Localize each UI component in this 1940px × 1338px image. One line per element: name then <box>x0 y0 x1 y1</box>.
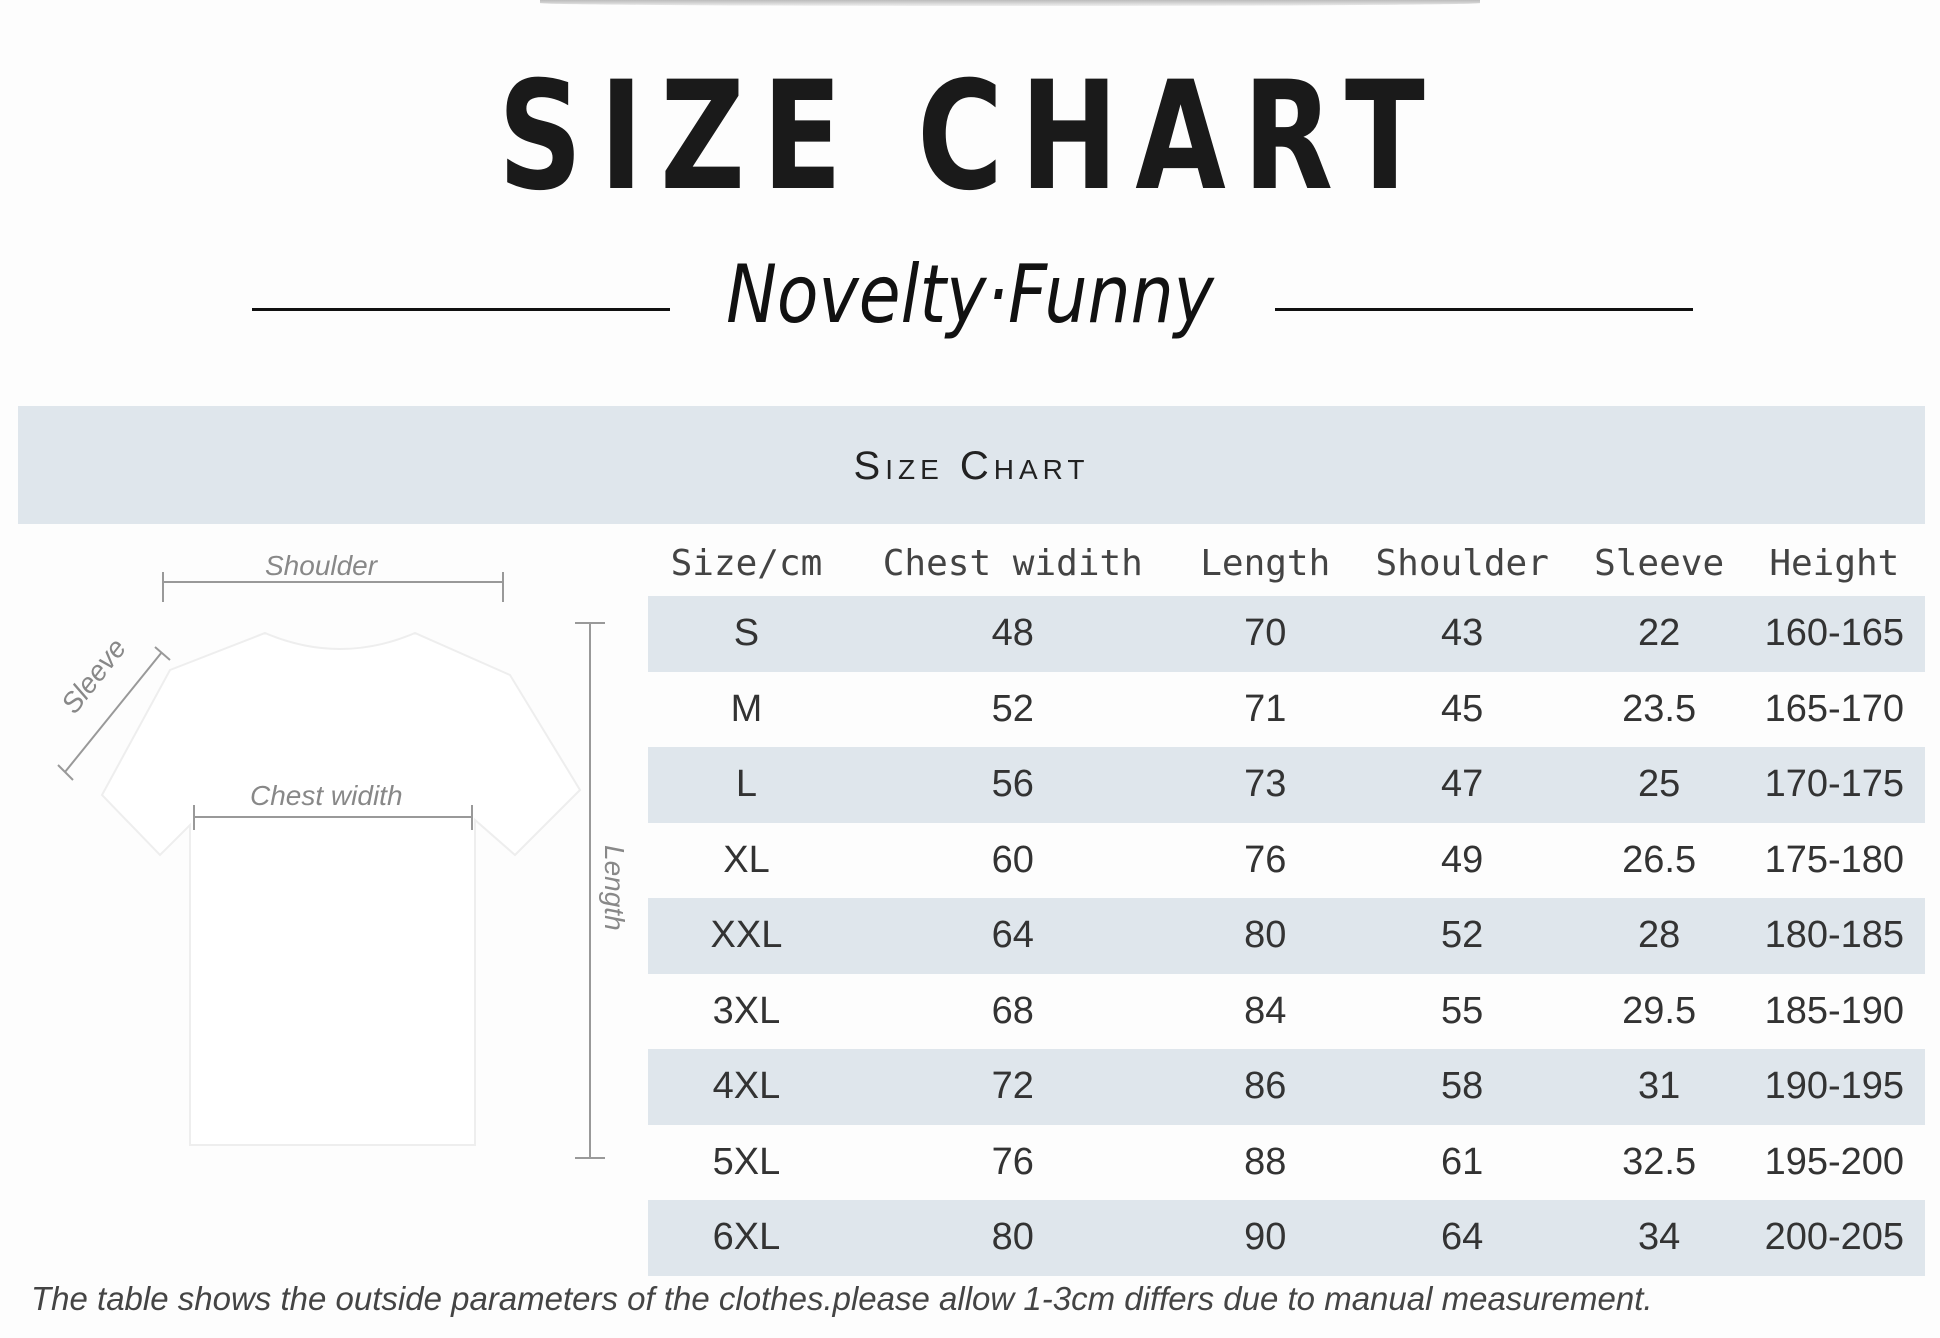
table-cell: 31 <box>1575 1049 1744 1125</box>
column-header: Chest widith <box>882 542 1143 584</box>
table-cell: 29.5 <box>1622 989 1697 1032</box>
table-cell: 5XL <box>712 1140 781 1183</box>
table-cell: 23.5 <box>1622 687 1697 730</box>
table-cell: 190-195 <box>1744 1049 1925 1125</box>
table-cell: 3XL <box>712 989 781 1032</box>
table-cell: 175-180 <box>1764 838 1905 881</box>
table-cell: 52 <box>991 687 1034 730</box>
column-header: Height <box>1769 542 1900 584</box>
header-band <box>18 406 1925 524</box>
table-cell: 52 <box>1350 898 1575 974</box>
table-row <box>648 898 1925 974</box>
table-cell: 165-170 <box>1764 687 1905 730</box>
table-cell: 90 <box>1181 1200 1350 1276</box>
table-cell: 160-165 <box>1744 596 1925 672</box>
table-cell: 70 <box>1181 596 1350 672</box>
table-cell: 55 <box>1441 989 1484 1032</box>
table-row <box>648 1125 1925 1201</box>
table-cell: 4XL <box>648 1049 845 1125</box>
column-header: Shoulder <box>1375 542 1549 584</box>
table-cell: 6XL <box>648 1200 845 1276</box>
tshirt-icon <box>102 633 580 1145</box>
length-label: Length <box>599 845 630 931</box>
table-row <box>648 747 1925 823</box>
table-cell: 32.5 <box>1622 1140 1697 1183</box>
table-cell: 49 <box>1441 838 1484 881</box>
table-cell: 195-200 <box>1764 1140 1905 1183</box>
column-header: Size/cm <box>670 542 823 584</box>
tshirt-diagram <box>40 540 640 1180</box>
shoulder-label: Shoulder <box>265 550 378 581</box>
table-cell: 71 <box>1244 687 1287 730</box>
table-cell: M <box>730 687 763 730</box>
page-title: SIZE CHART <box>498 50 1442 224</box>
table-cell: 22 <box>1575 596 1744 672</box>
table-cell: 80 <box>845 1200 1181 1276</box>
table-row <box>648 974 1925 1050</box>
table-cell: 73 <box>1181 747 1350 823</box>
table-cell: 185-190 <box>1764 989 1905 1032</box>
table-cell: 61 <box>1441 1140 1484 1183</box>
table-cell: 76 <box>991 1140 1034 1183</box>
table-cell: 180-185 <box>1744 898 1925 974</box>
table-header <box>648 530 1925 596</box>
table-cell: 68 <box>991 989 1034 1032</box>
table-cell: 88 <box>1244 1140 1287 1183</box>
table-row <box>648 1049 1925 1125</box>
size-table <box>648 530 1925 1276</box>
table-row <box>648 823 1925 899</box>
column-header: Sleeve <box>1594 542 1725 584</box>
table-row <box>648 672 1925 748</box>
footnote: The table shows the outside parameters of the clothes.please allow 1-3cm differs due to manual measurement. <box>31 1280 1653 1317</box>
table-cell: XXL <box>648 898 845 974</box>
table-cell: 25 <box>1575 747 1744 823</box>
table-cell: 86 <box>1181 1049 1350 1125</box>
table-cell: 28 <box>1575 898 1744 974</box>
table-cell: XL <box>723 838 770 881</box>
chest-label: Chest widith <box>250 780 403 811</box>
table-cell: 58 <box>1350 1049 1575 1125</box>
table-cell: 47 <box>1350 747 1575 823</box>
table-row <box>648 1200 1925 1276</box>
table-cell: 200-205 <box>1744 1200 1925 1276</box>
table-cell: 26.5 <box>1622 838 1697 881</box>
table-cell: 45 <box>1441 687 1484 730</box>
table-cell: 48 <box>845 596 1181 672</box>
top-shadow <box>540 0 1480 6</box>
subtitle: Novelty·Funny <box>726 248 1214 341</box>
table-cell: 80 <box>1181 898 1350 974</box>
sleeve-label: Sleeve <box>55 632 133 720</box>
table-cell: 170-175 <box>1744 747 1925 823</box>
table-cell: S <box>648 596 845 672</box>
table-row <box>648 596 1925 672</box>
table-cell: 43 <box>1350 596 1575 672</box>
table-cell: 60 <box>991 838 1034 881</box>
table-cell: 64 <box>1350 1200 1575 1276</box>
table-cell: L <box>648 747 845 823</box>
table-cell: 34 <box>1575 1200 1744 1276</box>
table-cell: 76 <box>1244 838 1287 881</box>
band-title: Size Chart <box>853 444 1090 488</box>
table-cell: 64 <box>845 898 1181 974</box>
table-cell: 84 <box>1244 989 1287 1032</box>
column-header: Length <box>1200 542 1331 584</box>
table-cell: 56 <box>845 747 1181 823</box>
table-cell: 72 <box>845 1049 1181 1125</box>
